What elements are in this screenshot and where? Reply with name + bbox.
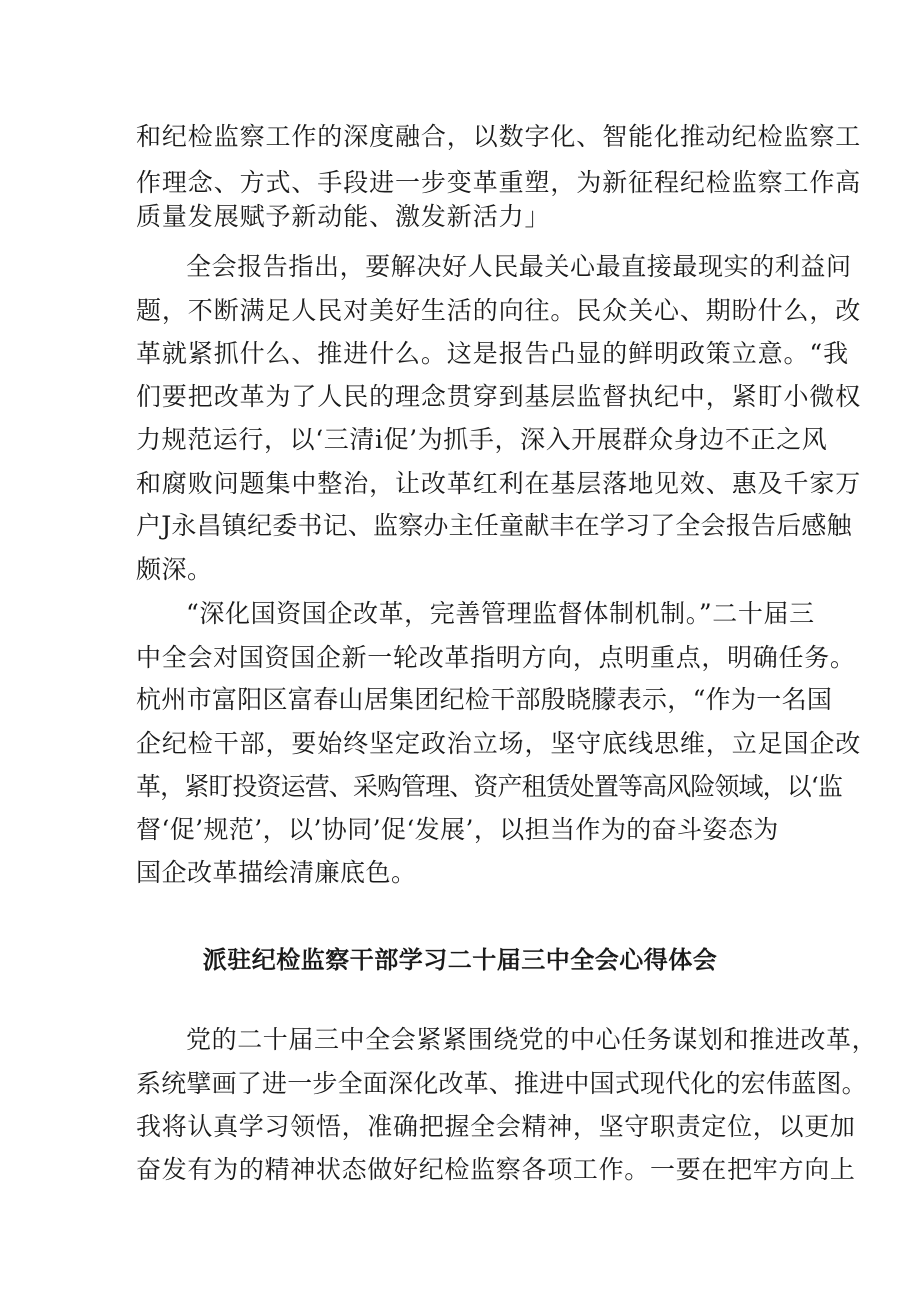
text-line: 党的二十届三中全会紧紧围绕党的中心任务谋划和推进改革， xyxy=(186,1025,878,1054)
text-line: 作理念、方式、手段进一步变革重塑，为新征程纪检监察工作高 xyxy=(136,168,862,197)
text-line: 题，不断满足人民对美好生活的向往。民众关心、期盼什么，改 xyxy=(136,296,862,325)
text-line: 和腐败问题集中整治，让改革红利在基层落地见效、惠及千家万 xyxy=(136,469,862,498)
text-line: 革就紧抓什么、推进什么。这是报告凸显的鲜明政策立意。“我 xyxy=(136,339,849,368)
text-line: 户J永昌镇纪委书记、监察办主任童献丰在学习了全会报告后感触 xyxy=(136,511,852,540)
text-line: 奋发有为的精神状态做好纪检监察各项工作。一要在把牢方向上 xyxy=(136,1155,856,1184)
text-line: 质量发展赋予新动能、激发新活力」 xyxy=(136,202,551,231)
section-title: 派驻纪检监察干部学习二十届三中全会心得体会 xyxy=(202,945,718,974)
text-line: 革，紧盯投资运营、采购管理、资产租赁处置等高风险领域，以‘监 xyxy=(136,772,842,801)
text-line: 和纪检监察工作的深度融合，以数字化、智能化推动纪检监察工 xyxy=(136,122,862,151)
text-line: 力规范运行，以‘三清i促’为抓手，深入开展群众身边不正之风 xyxy=(136,425,828,454)
text-line: 中全会对国资国企新一轮改革指明方向，点明重点，明确任务。 xyxy=(136,643,856,672)
text-line: 国企改革描绘清廉底色。 xyxy=(136,858,417,887)
text-line: “深化国资国企改革，完善管理监督体制机制。”二十届三 xyxy=(186,599,815,628)
text-line: 们要把改革为了人民的理念贯穿到基层监督执纪中，紧盯小微权 xyxy=(136,382,862,411)
text-line: 督‘促’规范’，以’协同’促‘发展’，以担当作为的奋斗姿态为 xyxy=(136,815,779,844)
text-line: 全会报告指出，要解决好人民最关心最直接最现实的利益问 xyxy=(186,252,852,281)
text-line: 杭州市富阳区富春山居集团纪检干部殷晓朦表示，“作为一名国 xyxy=(136,685,833,714)
text-line: 企纪检干部，要始终坚定政治立场，坚守底线思维，立足国企改 xyxy=(136,729,862,758)
text-line: 颇深。 xyxy=(136,555,213,584)
text-line: 我将认真学习领悟，准确把握全会精神，坚守职责定位，以更加 xyxy=(136,1112,856,1141)
text-line: 系统擘画了进一步全面深化改革、推进中国式现代化的宏伟蓝图。 xyxy=(136,1069,867,1098)
